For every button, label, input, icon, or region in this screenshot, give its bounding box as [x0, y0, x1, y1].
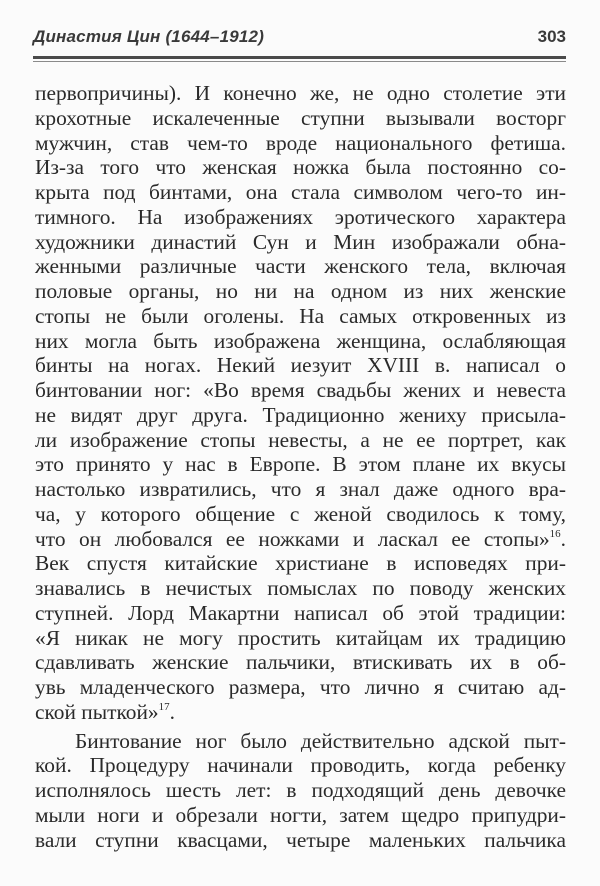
text-line: стопы не были оголены. На самых откровенных из: [35, 303, 566, 328]
text-line: это принято у нас в Европе. В этом плане их вкусы: [35, 452, 566, 477]
text-line: бинты на ногах. Некий иезуит XVIII в. написал о: [35, 353, 566, 378]
body-text: [35, 81, 566, 852]
text-line: «Я никак не могу простить китайцам их традицию: [35, 625, 566, 650]
text-segment: что он любовался ее ножками и ласкал ее стопы»: [35, 526, 550, 551]
text-line: сдавливать женские пальчики, втискивать их в об-: [35, 650, 566, 675]
header-rule: [33, 56, 566, 59]
text-line: кой. Процедуру начинали проводить, когда ребенку: [35, 753, 566, 778]
text-segment: .: [560, 526, 566, 551]
paragraph-1: [35, 81, 566, 725]
text-line: них могла быть изображена женщина, ослабляющая: [35, 328, 566, 353]
footnote-ref-16[interactable]: 16: [549, 527, 561, 540]
text-line: тимного. На изображениях эротического характера: [35, 204, 566, 229]
text-line: Век спустя китайские христиане в исповедях при-: [35, 551, 566, 576]
text-line: исполнялось шесть лет: в подходящий день девочке: [35, 778, 566, 802]
text-line: половые органы, но ни на одном из них женские: [35, 279, 566, 303]
text-line: увь младенческого размера, что лично я считаю ад-: [35, 675, 566, 699]
page-number: 303: [537, 27, 566, 46]
text-line: бинтовании ног: «Во время свадьбы жених и невеста: [35, 378, 566, 402]
text-line: Бинтование ног было действительно адской пыт-: [75, 728, 566, 753]
text-segment: ской пыткой»: [35, 699, 159, 724]
text-line: крыта под бинтами, она стала символом чего-то ин-: [35, 180, 566, 204]
text-line: крохотные искалеченные ступни вызывали восторг: [35, 105, 566, 130]
text-line: мужчин, став чем-то вроде национального фетиша.: [35, 130, 566, 155]
text-line: ступней. Лорд Макартни написал об этой традиции:: [35, 600, 566, 625]
text-line: не видят друг друга. Традиционно жениху присыла-: [35, 402, 566, 427]
header-rule-thin: [33, 61, 566, 62]
text-line: мыли ноги и обрезали ногти, затем щедро припудри-: [35, 802, 566, 827]
running-header: [33, 27, 566, 51]
text-segment: .: [169, 699, 175, 724]
text-line: знавались в нечистых помыслах по поводу женских: [35, 576, 566, 600]
running-title: Династия Цин (1644–1912): [33, 27, 265, 46]
text-line: ли изображение стопы невесты, а не ее портрет, как: [35, 427, 566, 452]
footnote-ref-17[interactable]: 17: [158, 700, 170, 713]
text-line-with-footnote: [35, 527, 566, 552]
text-line: настолько извратились, что я знал даже одного вра-: [35, 477, 566, 501]
text-line: вали ступни квасцами, четыре маленьких пальчика: [35, 827, 566, 852]
text-line-with-footnote: [35, 700, 566, 725]
text-line: Из-за того что женская ножка была постоянно со-: [35, 155, 566, 180]
paragraph-2: [35, 729, 566, 853]
text-line: ча, у которого общение с женой сводилось к тому,: [35, 501, 566, 526]
text-line: художники династий Сун и Мин изображали обна-: [35, 229, 566, 254]
text-line: первопричины). И конечно же, не одно столетие эти: [35, 81, 566, 105]
text-line: женными различные части женского тела, включая: [35, 254, 566, 279]
